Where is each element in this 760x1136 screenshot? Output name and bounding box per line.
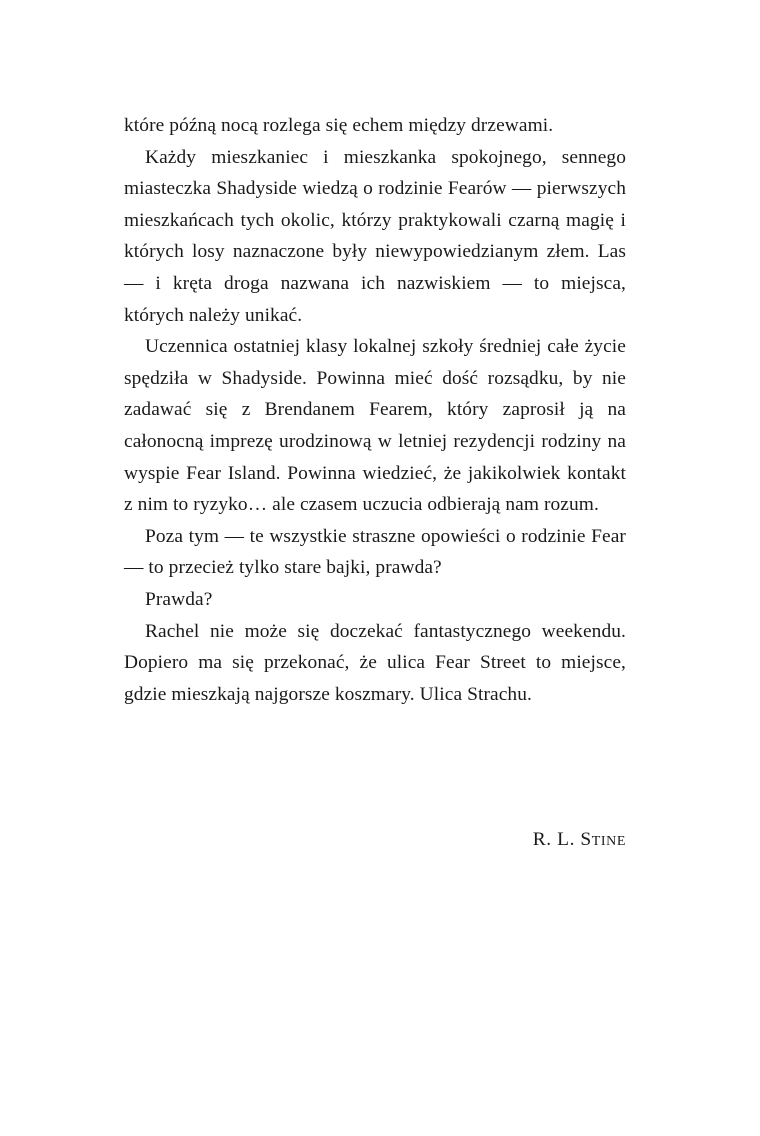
author-name: R. L. Stine [532, 829, 626, 850]
paragraph-rachel: Rachel nie może się doczekać fantastycznego weekendu. Dopiero ma się przekonać, że ulica Fear Street to miejsce, gdzie mieszkają najgorsze koszmary. Ulica Strachu. [124, 620, 626, 705]
author-attribution [124, 824, 626, 856]
paragraph-prawda: Prawda? [145, 588, 213, 610]
paragraph-student: Uczennica ostatniej klasy lokalnej szkoły średniej całe życie spędziła w Shadyside. Powinna mieć dość rozsądku, by nie zadawać się z Brendanem Fearem, który zaprosił ją na całonocną imprezę urodzinową w letniej rezydencji rodziny na wyspie Fear Island. Powinna wiedzieć, że jakikolwiek kontakt z nim to ryzyko… ale czasem uczucia odbierają nam rozum. [124, 336, 626, 516]
page-text-block [124, 110, 626, 710]
paragraph-fear-family: Każdy mieszkaniec i mieszkanka spokojnego, sennego miasteczka Shadyside wiedzą o rodzinie Fearów — pierwszych mieszkańcach tych okolic, którzy praktykowali czarną magię i których losy naznaczone były niewypowiedzianym złem. Las — i kręta droga nazwana ich nazwiskiem — to miejsca, których należy unikać. [124, 146, 626, 326]
paragraph-continuation: które późną nocą rozlega się echem między drzewami. [124, 115, 554, 136]
paragraph-old-tales: Poza tym — te wszystkie straszne opowieści o rodzinie Fear — to przecież tylko stare bajki, prawda? [124, 525, 626, 579]
